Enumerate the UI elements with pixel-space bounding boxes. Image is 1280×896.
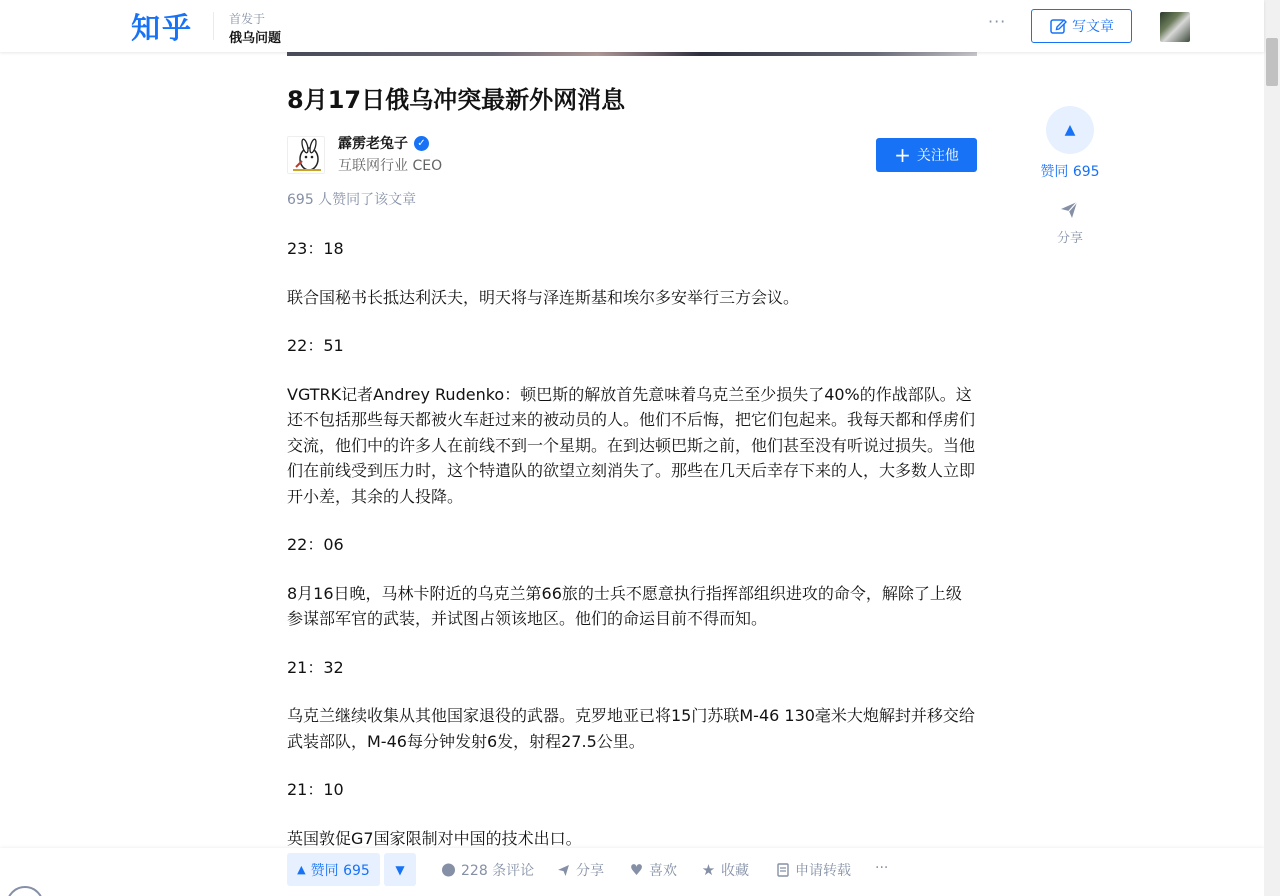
- scrollbar-thumb[interactable]: [1266, 38, 1278, 86]
- write-article-label: 写文章: [1072, 19, 1114, 35]
- article-paragraph: 21：10: [287, 780, 344, 799]
- triangle-up-icon: ▲: [297, 863, 306, 876]
- follow-button[interactable]: [876, 138, 977, 172]
- author-bio: 互联网行业 CEO: [338, 158, 443, 174]
- paper-plane-icon: [556, 863, 571, 878]
- article-paragraph: 22：06: [287, 535, 344, 554]
- article-paragraph: 8月16日晚，马林卡附近的乌克兰第66旅的士兵不愿意执行指挥部组织进攻的命令，解除了上级参谋部军官的武装，并试图占领该地区。他们的命运目前不得而知。: [287, 583, 962, 628]
- published-in-label: 首发于: [229, 12, 266, 26]
- scrollbar-track[interactable]: [1264, 0, 1280, 896]
- comments-label: 228 条评论: [461, 863, 535, 879]
- article-paragraph: 乌克兰继续收集从其他国家退役的武器。克罗地亚已将15门苏联M-46 130毫米大炮解封并移交给武装部队，M-46每分钟发射6发，射程27.5公里。: [287, 706, 975, 751]
- comments-button[interactable]: [441, 860, 534, 880]
- more-actions-label: ···: [875, 860, 889, 876]
- edit-icon: [1049, 17, 1067, 35]
- collect-button[interactable]: [701, 860, 749, 880]
- side-vote-label[interactable]: 赞同 695: [1040, 164, 1100, 180]
- triangle-up-icon: ▲: [1064, 122, 1076, 138]
- article-paragraph: VGTRK记者Andrey Rudenko：顿巴斯的解放首先意味着乌克兰至少损失了40%的作战部队。这还不包括那些每天都被火车赶过来的被动员的人。他们不后悔，把它们包起来。我每天都和俘虏们交流，他们中的许多人在前线不到一个星期。在到达顿巴斯之前，他们甚至没有听说过损失。当他们在前线受到压力时，这个特遣队的欲望立刻消失了。那些在几天后幸存下来的人，大多数人立即开小差，其余的人投降。: [287, 384, 976, 506]
- top-header: [0, 0, 1264, 52]
- article-paragraph: 联合国秘书长抵达利沃夫，明天将与泽连斯基和埃尔多安举行三方会议。: [287, 287, 800, 307]
- plus-icon: +: [894, 143, 911, 167]
- triangle-down-icon: ▼: [395, 862, 405, 877]
- article-paragraph: 21：32: [287, 657, 344, 677]
- follow-label: 关注他: [916, 148, 959, 164]
- vote-up-label: 赞同 695: [310, 862, 370, 879]
- bottom-action-bar: [0, 848, 1264, 896]
- vote-up-button[interactable]: [287, 853, 380, 886]
- vote-down-button[interactable]: [384, 853, 416, 886]
- article-paragraph: 22：51: [287, 336, 344, 355]
- verified-icon: ✓: [414, 136, 429, 151]
- heart-icon: ♥: [629, 861, 644, 879]
- more-actions-button[interactable]: [875, 860, 888, 876]
- write-article-button[interactable]: [1031, 9, 1132, 43]
- author-avatar-image: [288, 137, 325, 174]
- article-paragraph: 英国敦促G7国家限制对中国的技术出口。: [287, 828, 582, 848]
- column-link[interactable]: 俄乌问题: [229, 31, 282, 46]
- more-menu-button[interactable]: ···: [988, 12, 1007, 31]
- voters-count: 695 人赞同了该文章: [287, 192, 417, 208]
- reprint-label: 申请转载: [795, 863, 851, 879]
- zhihu-logo[interactable]: 知乎: [131, 11, 194, 45]
- share-label: 分享: [576, 863, 604, 879]
- paper-plane-icon[interactable]: [1058, 199, 1080, 221]
- article-body: [287, 236, 977, 874]
- author-name[interactable]: [338, 133, 429, 153]
- article-title: 8月17日俄乌冲突最新外网消息: [287, 86, 626, 114]
- like-button[interactable]: [629, 860, 677, 880]
- author-name-text: 霹雳老兔子: [338, 136, 408, 152]
- reprint-button[interactable]: [775, 860, 851, 880]
- user-avatar[interactable]: [1160, 12, 1190, 42]
- collect-label: 收藏: [721, 863, 749, 879]
- share-button[interactable]: [556, 860, 604, 880]
- comment-bubble-icon: [441, 863, 456, 878]
- like-label: 喜欢: [649, 863, 677, 879]
- article-paragraph: 23：18: [287, 239, 344, 258]
- document-icon: [775, 863, 790, 878]
- side-share-label[interactable]: 分享: [1056, 231, 1083, 246]
- side-vote-button[interactable]: [1046, 106, 1094, 154]
- header-divider: [213, 12, 214, 40]
- star-icon: ★: [701, 861, 716, 879]
- author-avatar[interactable]: [287, 136, 325, 174]
